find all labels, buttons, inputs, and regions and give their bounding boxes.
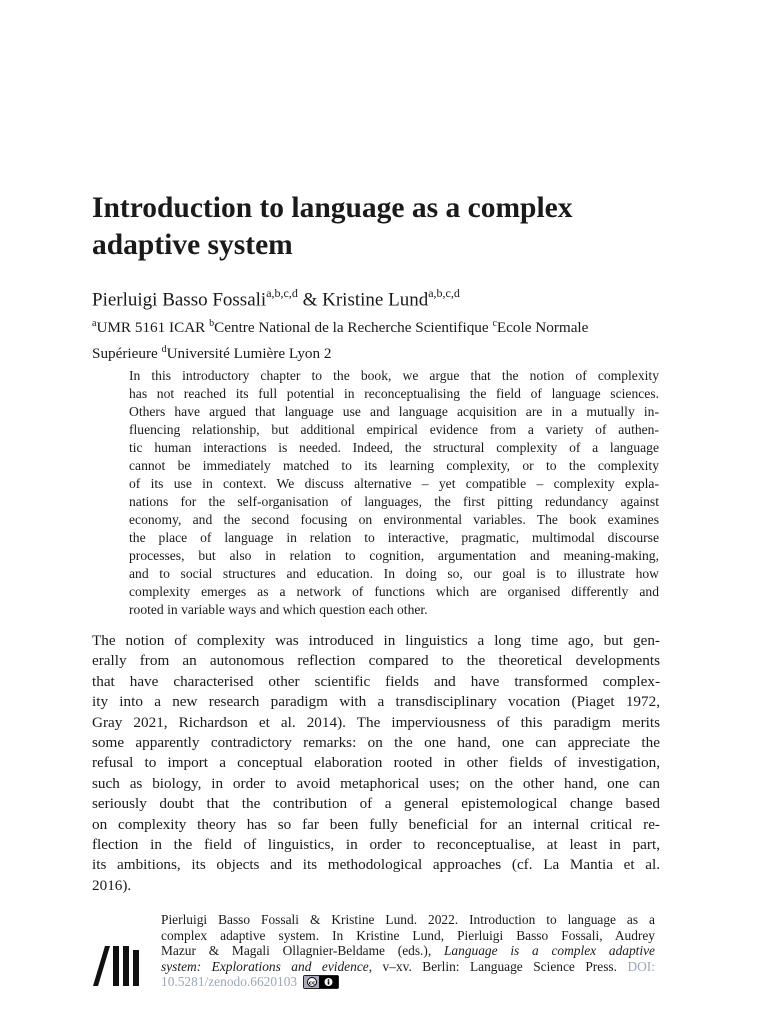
affiliations xyxy=(92,313,672,365)
citation-book-title: system: Explorations and evidence xyxy=(161,958,369,974)
abstract-line: has not reached its full potential in reconceptualising the field of language sciences. xyxy=(129,386,659,401)
abstract-line: tic human interactions is needed. Indeed, the structural complexity of a language xyxy=(129,440,659,455)
body-line: refusal to import a conceptual elaboration rooted in other fields of investigation, xyxy=(92,754,660,772)
abstract-line: processes, but also in relation to cognition, argumentation and meaning-making, xyxy=(129,548,659,563)
affiliation-mark: a xyxy=(92,318,97,329)
body-line: The notion of complexity was introduced in linguistics a long time ago, but gen- xyxy=(92,632,660,649)
affiliation-mark: d xyxy=(161,344,167,356)
title-line-1: Introduction to language as a complex xyxy=(92,192,573,224)
abstract-line: of its use in context. We discuss alternative – yet compatible – complexity expla- xyxy=(129,476,659,491)
affiliation-mark: b xyxy=(209,318,215,329)
citation-book-title: Language is a complex adaptive xyxy=(443,943,655,959)
abstract-line: fluencing relationship, but additional empirical evidence from a variety of authen- xyxy=(129,422,659,437)
author-affiliation-marks: a,b,c,d xyxy=(428,286,460,300)
abstract-line: rooted in variable ways and which question each other. xyxy=(129,602,428,617)
abstract-line: economy, and the second focusing on environmental variables. The book examines xyxy=(129,512,659,527)
affiliation-text: UMR 5161 ICAR xyxy=(96,319,210,337)
body-line: seriously doubt that the contribution of a general epistemological change based xyxy=(92,795,660,813)
author-separator: & xyxy=(302,289,318,311)
author-list xyxy=(92,282,692,312)
citation-text: , v–xv. Berlin: Language Science Press. xyxy=(368,958,628,974)
citation-text: Mazur & Magali Ollagnier-Beldame (eds.), xyxy=(161,943,444,959)
abstract-line: cannot be immediately matched to its learning complexity, or to the complexity xyxy=(129,458,659,473)
body-line: its ambitions, its objects and its methodological approaches (cf. La Mantia et al. xyxy=(92,856,660,874)
chapter-title xyxy=(92,190,692,264)
body-line: some apparently contradictory remarks: on the one hand, one can appreciate the xyxy=(92,733,660,751)
body-line: Gray 2021, Richardson et al. 2014). The imperviousness of this paradigm merits xyxy=(92,713,660,731)
body-line: that have characterised other scientific fields and have transformed complex- xyxy=(92,672,660,690)
author-name: Pierluigi Basso Fossali xyxy=(92,289,267,311)
body-line: 2016). xyxy=(92,876,132,894)
abstract xyxy=(129,367,659,619)
affiliation-text: Supérieure xyxy=(92,345,162,363)
svg-text:cc: cc xyxy=(308,980,316,987)
title-line-2: adaptive system xyxy=(92,229,293,261)
affiliation-text: Centre National de la Recherche Scientifique xyxy=(214,319,493,337)
abstract-line: complexity emerges as a network of functions which are organised differently and xyxy=(129,584,659,599)
body-line: ity into a new research paradigm with a transdisciplinary vocation (Piaget 1972, xyxy=(92,693,660,711)
publisher-logo-icon xyxy=(93,940,145,986)
body-line: such as biology, in order to avoid metaphorical uses; on the other hand, one can xyxy=(92,774,660,792)
body-paragraph xyxy=(92,631,660,896)
abstract-line: the place of language in relation to interactive, pragmatic, multimodal discourse xyxy=(129,530,659,545)
doi-link[interactable]: 10.5281/zenodo.6620103 xyxy=(161,974,298,990)
abstract-line: In this introductory chapter to the book, we argue that the notion of complexity xyxy=(129,368,659,383)
abstract-line: nations for the self-organisation of languages, the first pitting redundancy against xyxy=(129,494,659,509)
citation-block xyxy=(161,912,655,990)
abstract-line: Others have argued that language use and language acquisition are in a mutually in- xyxy=(129,404,659,419)
citation-line xyxy=(161,959,655,975)
citation-line: complex adaptive system. In Kristine Lund, Pierluigi Basso Fossali, Audrey xyxy=(161,927,655,943)
author-name: Kristine Lund xyxy=(322,289,429,311)
abstract-line: and to social structures and education. In doing so, our goal is to illustrate how xyxy=(129,566,659,581)
affiliation-mark: c xyxy=(492,318,497,329)
citation-line: Pierluigi Basso Fossali & Kristine Lund. 2022. Introduction to language as a xyxy=(161,912,655,927)
citation-line xyxy=(161,943,655,959)
affiliation-text: Ecole Normale xyxy=(496,319,589,337)
author-affiliation-marks: a,b,c,d xyxy=(266,286,298,300)
body-line: on complexity theory has so far been fully beneficial for an internal critical re- xyxy=(92,815,660,833)
affiliation-text: Université Lumière Lyon 2 xyxy=(166,345,332,363)
citation-line xyxy=(161,974,655,990)
body-line: flection in the field of linguistics, in order to reconceptualise, at least in part, xyxy=(92,835,660,853)
doi-label: DOI: xyxy=(627,958,655,974)
body-line: erally from an autonomous reflection compared to the theoretical developments xyxy=(92,652,660,670)
cc-by-license-icon xyxy=(303,975,339,989)
